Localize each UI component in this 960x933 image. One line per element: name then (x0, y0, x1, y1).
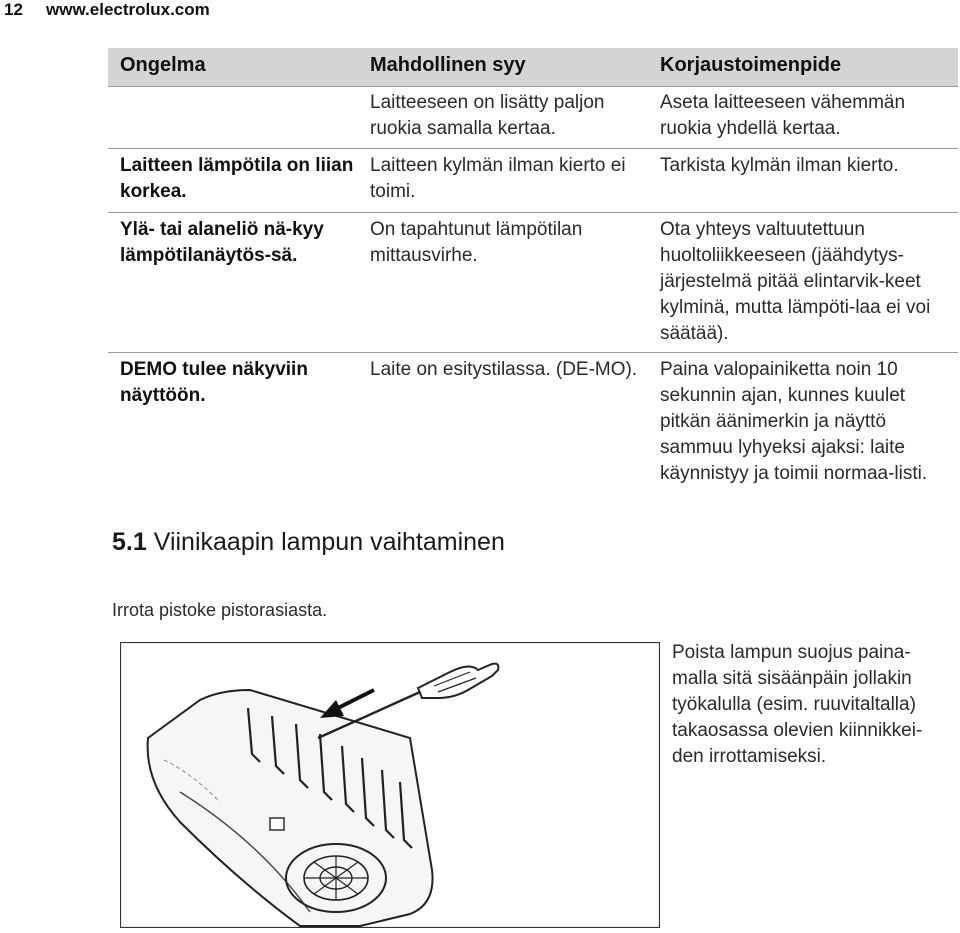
problem-cell: DEMO tulee näkyviin näyttöön. (120, 359, 308, 406)
col-header-cause: Mahdollinen syy (370, 54, 526, 76)
row-divider (108, 212, 958, 213)
row-divider (108, 86, 958, 87)
cause-cell: Laite on esitystilassa. (DE-MO). (370, 359, 638, 380)
site-url[interactable]: www.electrolux.com (46, 0, 210, 19)
col-header-remedy: Korjaustoimenpide (660, 54, 842, 76)
problem-cell: Ylä- tai alaneliö nä-kyy lämpötilanäytös-sä. (120, 219, 324, 266)
cause-cell: Laitteen kylmän ilman kierto ei toimi. (370, 155, 626, 202)
remedy-cell: Paina valopainiketta noin 10 sekunnin ajan, kunnes kuulet pitkän äänimerkin ja näyttö sammuu lyhyeksi ajaksi: laite käynnistyy ja toimii normaa-listi. (660, 359, 928, 484)
remedy-cell: Tarkista kylmän ilman kierto. (660, 155, 899, 176)
col-header-problem: Ongelma (120, 54, 206, 76)
page-number: 12 (4, 0, 23, 19)
section-heading (112, 526, 505, 558)
cause-cell: On tapahtunut lämpötilan mittausvirhe. (370, 219, 583, 266)
instruction-text: Irrota pistoke pistorasiasta. (112, 600, 328, 620)
problem-cell: Laitteen lämpötila on liian korkea. (120, 155, 354, 202)
table-header (108, 48, 958, 86)
cover-clip (270, 818, 284, 830)
lamp-cover-illustration (120, 642, 660, 928)
page-header (0, 0, 960, 24)
remedy-cell: Aseta laitteeseen vähemmän ruokia yhdellä kertaa. (660, 92, 906, 139)
troubleshooting-table (108, 48, 958, 484)
lamp-cover-drawing (120, 642, 660, 928)
section-title: Viinikaapin lampun vaihtaminen (153, 528, 505, 556)
remedy-cell: Ota yhteys valtuutettuun huoltoliikkeeseen (jäähdytys-järjestelmä pitää elintarvik-keet kylminä, mutta lämpöti-laa ei voi säätää). (660, 219, 931, 344)
section-number: 5.1 (112, 528, 147, 556)
row-divider (108, 352, 958, 353)
figure-caption: Poista lampun suojus paina-malla sitä sisäänpäin jollakin työkalulla (esim. ruuvitaltalla) takaosassa olevien kiinnikkei-den irrottamiseksi. (672, 642, 923, 767)
cause-cell: Laitteeseen on lisätty paljon ruokia samalla kertaa. (370, 92, 605, 139)
row-divider (108, 148, 958, 149)
